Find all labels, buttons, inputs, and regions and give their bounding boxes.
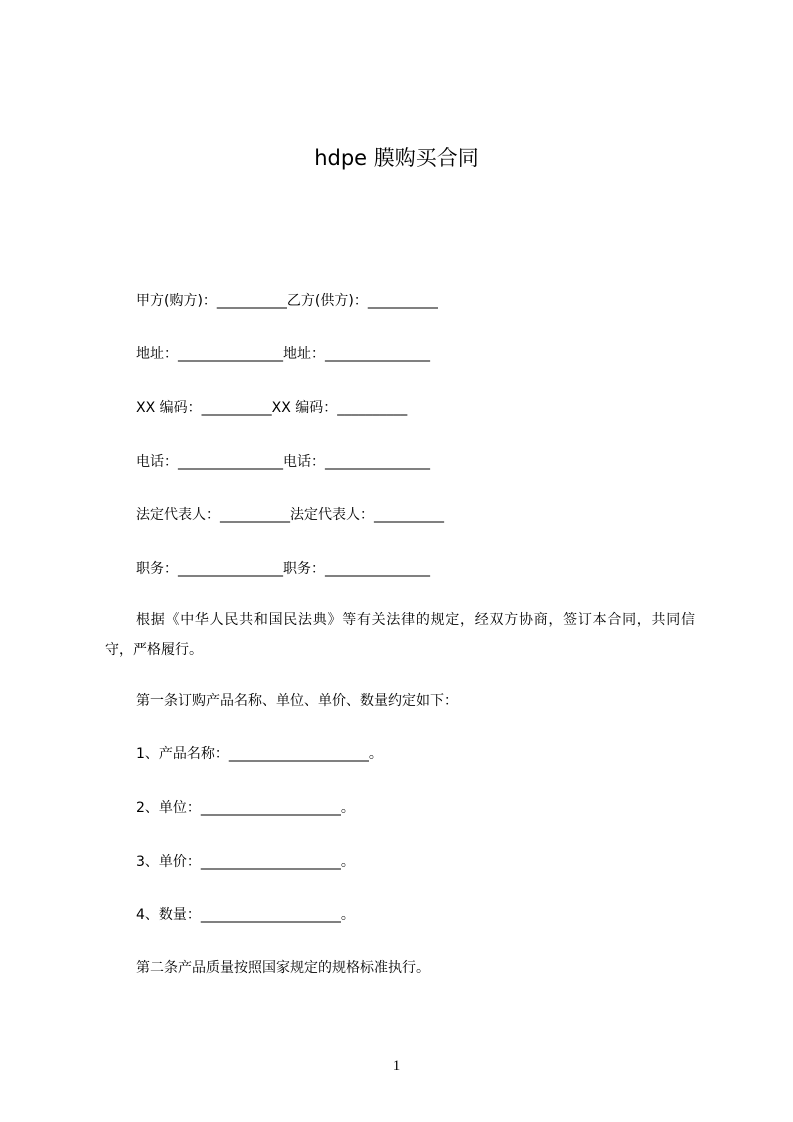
article-1-item-quantity: 4、数量：____________________。 xyxy=(136,907,355,923)
article-1-item-unit-price: 3、单价：____________________。 xyxy=(136,854,355,870)
intro-paragraph: 根据《中华人民共和国民法典》等有关法律的规定，经双方协商，签订本合同，共同信守，严格履行。 xyxy=(105,612,695,658)
article-1-item-unit: 2、单位：____________________。 xyxy=(136,800,355,816)
article-1-item-product-name: 1、产品名称：____________________。 xyxy=(136,746,383,762)
party-name-line: 甲方(购方)：__________乙方(供方)：__________ xyxy=(136,293,438,309)
party-position-line: 职务：_______________职务：_______________ xyxy=(136,561,430,577)
party-phone-line: 电话：_______________电话：_______________ xyxy=(136,454,430,470)
party-representative-line: 法定代表人：__________法定代表人：__________ xyxy=(136,507,444,523)
document-title: hdpe 膜购买合同 xyxy=(314,146,479,170)
article-1-heading: 第一条订购产品名称、单位、单价、数量约定如下： xyxy=(136,693,458,709)
party-code-line: XX 编码：__________XX 编码：__________ xyxy=(136,400,408,416)
party-address-line: 地址：_______________地址：_______________ xyxy=(136,346,430,362)
page-number: 1 xyxy=(392,1058,401,1074)
article-2-text: 第二条产品质量按照国家规定的规格标准执行。 xyxy=(136,960,430,976)
